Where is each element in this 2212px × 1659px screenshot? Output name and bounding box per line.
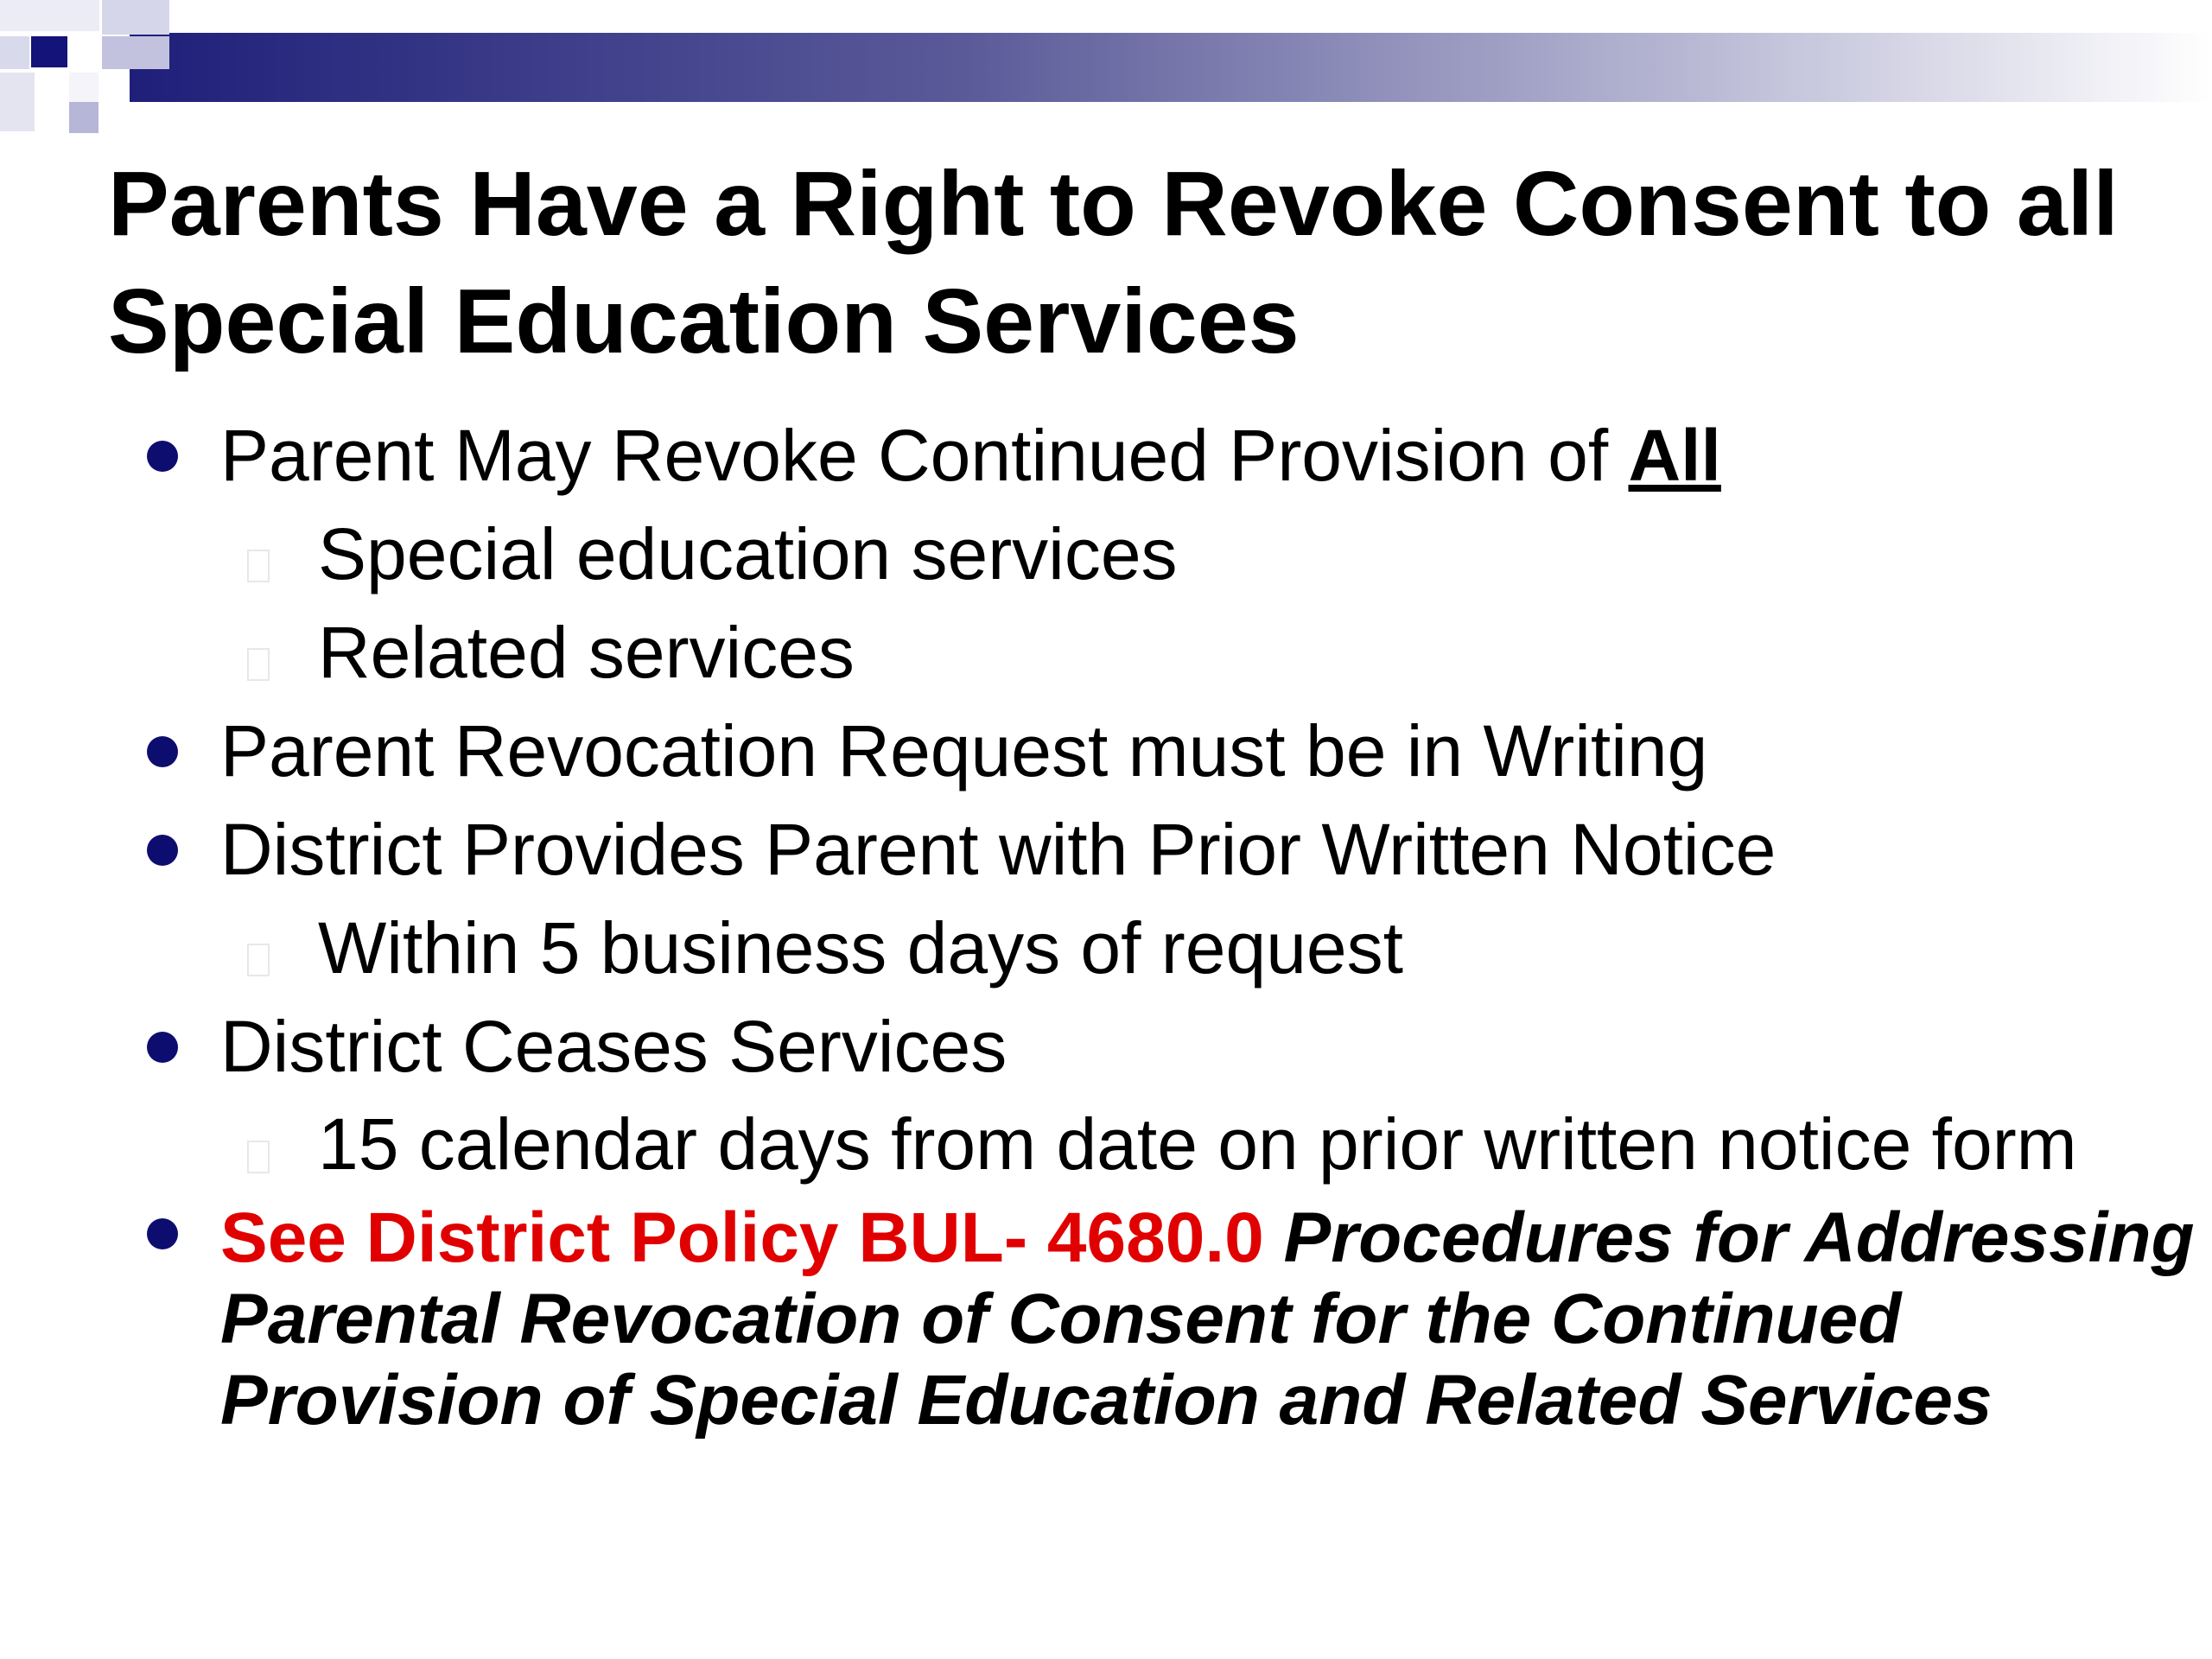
bullet-item xyxy=(0,997,2212,1096)
banner-gradient-bar xyxy=(130,33,2212,102)
banner-square xyxy=(69,73,99,104)
banner-square xyxy=(102,36,169,69)
sub-bullet-text: Special education services xyxy=(318,513,1178,594)
bullet-dot-icon xyxy=(147,441,178,472)
banner-square xyxy=(0,36,29,69)
banner-square xyxy=(0,73,35,131)
bullet-text: District Ceases Services xyxy=(220,1006,1007,1087)
bullet-dot-icon xyxy=(147,1032,178,1063)
bullet-text: Parent Revocation Request must be in Writing xyxy=(220,710,1708,791)
policy-reference: See District Policy BUL- 4680.0 xyxy=(220,1198,1284,1277)
bullet-item xyxy=(0,406,2212,505)
sub-bullet-box-icon xyxy=(247,1141,270,1173)
sub-bullet-item xyxy=(0,603,2212,702)
bullet-dot-icon xyxy=(147,835,178,866)
header-banner xyxy=(0,0,2212,138)
sub-bullet-box-icon xyxy=(247,648,270,681)
sub-bullet-item xyxy=(0,899,2212,997)
sub-bullet-box-icon xyxy=(247,944,270,976)
slide-body xyxy=(0,406,2212,1441)
slide-title: Parents Have a Right to Revoke Consent to all Special Education Services xyxy=(108,153,2119,372)
bullet-text: Parent May Revoke Continued Provision of xyxy=(220,415,1629,496)
banner-square xyxy=(102,0,169,35)
sub-bullet-text: Related services xyxy=(318,612,855,693)
banner-square xyxy=(69,102,99,133)
bullet-dot-icon xyxy=(147,1218,178,1249)
sub-bullet-item xyxy=(0,505,2212,603)
policy-bullet-item xyxy=(0,1189,2212,1441)
bullet-dot-icon xyxy=(147,736,178,767)
sub-bullet-text: Within 5 business days of request xyxy=(318,907,1403,988)
bullet-item xyxy=(0,800,2212,899)
emphasis-text: All xyxy=(1628,415,1721,496)
sub-bullet-box-icon xyxy=(247,550,270,582)
bullet-text: District Provides Parent with Prior Written Notice xyxy=(220,809,1777,890)
bullet-item xyxy=(0,702,2212,800)
banner-square xyxy=(0,0,99,31)
sub-bullet-text: 15 calendar days from date on prior written notice form xyxy=(318,1103,2077,1185)
policy-title: Procedures for Addressing Parental Revocation of Consent for the Continued Provision of Special Education and Related Services xyxy=(220,1198,2195,1440)
banner-square xyxy=(31,36,67,67)
sub-bullet-item xyxy=(0,1096,2212,1189)
